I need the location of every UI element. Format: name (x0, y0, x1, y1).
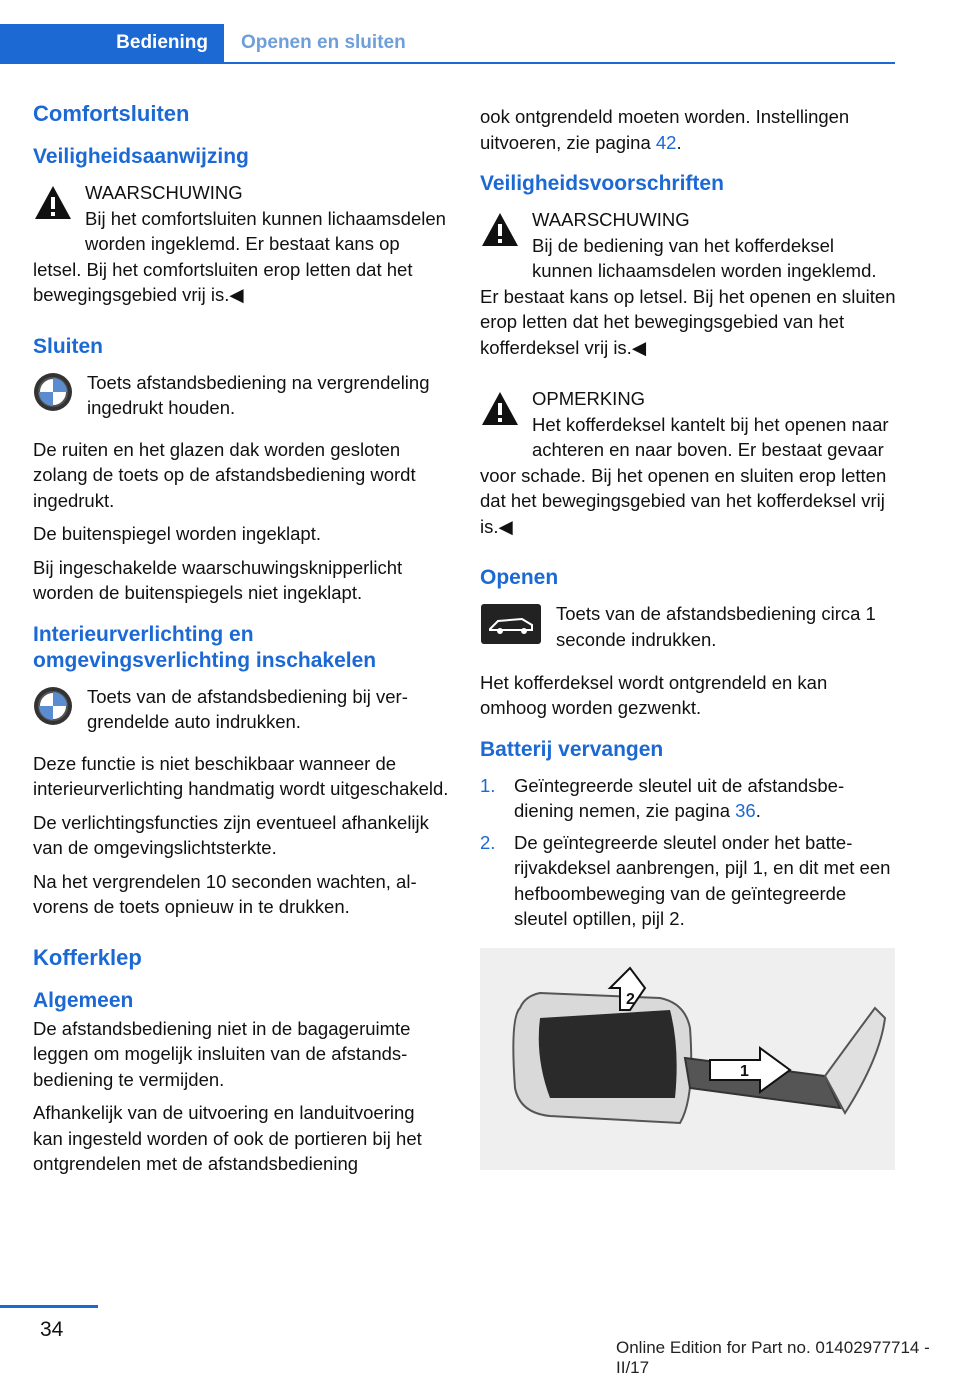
key-instruction-text: Toets van de afstandsbediening bij vergrendelde auto indrukken. (87, 685, 408, 732)
heading-openen: Openen (480, 566, 559, 589)
warning-text: Bij het comfortsluiten kunnen lichaamsdelen worden ingeklemd. Er bestaat kans op letsel. Bij het comfortsluiten erop letten dat het bewegingsgebied vrij is.◀ (33, 207, 446, 305)
footer-accent-line (0, 1305, 98, 1308)
paragraph: Deze functie is niet beschikbaar wanneer de interieurverlichting handmatig wordt uitgeschakeld. (33, 752, 449, 799)
key-instruction-text: Toets afstandsbediening na vergrendeling ingedrukt houden. (87, 371, 430, 418)
paragraph: De ruiten en het glazen dak worden gesloten zolang de toets op de afstandsbediening wordt ingedrukt. (33, 438, 416, 511)
page-header (0, 24, 895, 64)
step-text: . (755, 800, 761, 821)
heading-batterij-vervangen: Batterij vervangen (480, 737, 664, 761)
warning-icon (480, 390, 520, 435)
battery-steps (480, 773, 896, 932)
tab-bediening[interactable]: Bediening (0, 24, 224, 62)
list-item (480, 773, 896, 824)
paragraph: Bij ingeschakelde waarschuwingsknipperlicht worden de buitenspiegels niet ingeklapt. (33, 556, 403, 603)
section-title-comfortsluiten: Comfortsluiten (33, 101, 190, 126)
paragraph: De verlichtingsfuncties zijn eventueel afhankelijk van de omgevingslichtsterkte. (33, 811, 429, 858)
trunk-button-icon (480, 603, 542, 652)
step-number: 1. (480, 774, 496, 796)
tab-openen-en-sluiten[interactable]: Openen en sluiten (241, 32, 406, 53)
key-illustration (480, 948, 895, 1170)
warning-text: Bij de bediening van het kofferdeksel kunnen lichaamsdelen worden ingeklemd. Er bestaat kans op letsel. Bij het openen en sluiten erop letten dat het bewegingsgebied van het kofferdeksel vrij is.◀ (480, 234, 896, 358)
key-instruction (33, 684, 449, 735)
step-text: Geïntegreerde sleutel uit de afstandsbediening nemen, zie pagina (514, 774, 845, 821)
paragraph-text: ook ontgrendeld moeten worden. Instellingen uitvoeren, zie pagina (480, 106, 850, 153)
step-text: De geïntegreerde sleutel onder het batterijvakdeksel aanbrengen, pijl 1, en dit met een hefboombeweging van de geïntegreerde sleutel optillen, pijl 2. (514, 831, 891, 929)
left-column (33, 100, 449, 1185)
warning-box (33, 180, 449, 308)
heading-veiligheidsaanwijzing: Veiligheidsaanwijzing (33, 145, 249, 168)
notice-text: Het kofferdeksel kantelt bij het openen naar achteren en naar boven. Er bestaat gevaar voor schade. Bij het openen en sluiten erop letten dat het bewegingsgebied van het kofferdeksel vrij is.◀ (480, 413, 889, 537)
section-title-kofferklep: Kofferklep (33, 944, 142, 970)
battery-illustration (480, 948, 895, 1170)
warning-icon (33, 184, 73, 229)
bmw-key-icon (33, 372, 73, 419)
heading-sluiten: Sluiten (33, 334, 104, 358)
bmw-key-icon (33, 686, 73, 733)
key-instruction-text: Toets van de afstandsbediening circa 1 seconde indrukken. (556, 603, 876, 650)
paragraph: Afhankelijk van de uitvoering en landuitvoering kan ingesteld worden of ook de portieren bij het ontgrendelen met de afstandsbediening (33, 1102, 422, 1174)
paragraph: De afstandsbediening niet in de bagageruimte leggen om mogelijk insluiten van de afstandsbediening te vermijden. (33, 1017, 411, 1090)
notice-box (480, 386, 896, 539)
right-column (480, 104, 896, 1170)
list-item (480, 830, 896, 932)
warning-label: WAARSCHUWING (85, 182, 243, 203)
edition-text: Online Edition for Part no. 01402977714 - II/17 (616, 1338, 930, 1377)
page-number: 34 (40, 1318, 64, 1341)
paragraph: Het kofferdeksel wordt ontgrendeld en kan omhoog worden gezwenkt. (480, 671, 828, 718)
paragraph (480, 104, 896, 155)
heading-veiligheidsvoorschriften: Veiligheidsvoorschriften (480, 172, 724, 195)
paragraph: Na het vergrendelen 10 seconden wachten, alvorens de toets opnieuw in te drukken. (33, 870, 417, 917)
paragraph-text: . (676, 131, 682, 153)
arrow-2-label: 2 (626, 990, 635, 1008)
key-instruction (480, 601, 896, 654)
heading-interieurverlichting: Interieurverlichting en omgevingsverlichting inschakelen (33, 622, 377, 672)
step-number: 2. (480, 831, 496, 853)
key-instruction (33, 370, 449, 421)
warning-icon (480, 211, 520, 256)
page-link-42[interactable]: 42 (655, 131, 677, 153)
heading-algemeen: Algemeen (33, 988, 134, 1012)
arrow-1-label: 1 (740, 1062, 749, 1080)
paragraph: De buitenspiegel worden ingeklapt. (33, 523, 321, 544)
warning-box (480, 207, 896, 360)
warning-label: WAARSCHUWING (532, 209, 690, 230)
page-link-36[interactable]: 36 (735, 800, 756, 821)
notice-label: OPMERKING (532, 388, 646, 409)
